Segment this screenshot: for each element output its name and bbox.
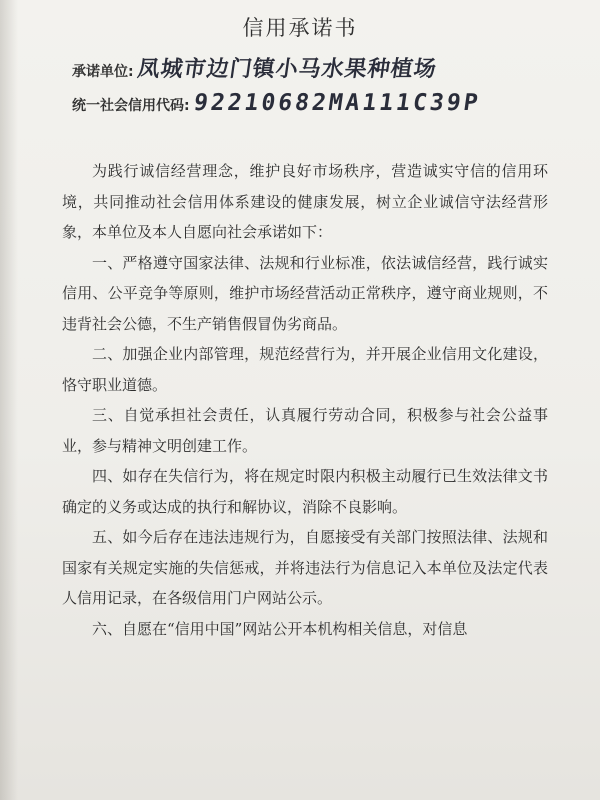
unit-handwritten: 凤城市边门镇小马水果种植场 <box>136 57 439 82</box>
clause-1: 一、严格遵守国家法律、法规和行业标准，依法诚信经营，践行诚实信用、公平竞争等原则，维护市场经营活动正常秩序，遵守商业规则，不违背社会公德，不生产销售假冒伪劣商品。 <box>62 253 548 333</box>
page-shadow <box>0 0 18 800</box>
code-row <box>72 90 481 116</box>
clause-2: 二、加强企业内部管理，规范经营行为，并开展企业信用文化建设，恪守职业道德。 <box>62 345 548 394</box>
clause-6: 六、自愿在“信用中国”网站公开本机构相关信息，对信息 <box>92 619 468 638</box>
commitment-body <box>62 156 548 644</box>
clause-4: 四、如存在失信行为，将在规定时限内积极主动履行已生效法律文书确定的义务或达成的执行和解协议，消除不良影响。 <box>62 467 548 516</box>
unit-row <box>72 52 438 83</box>
document-title: 信用承诺书 <box>242 16 358 40</box>
intro-paragraph: 为践行诚信经营理念，维护良好市场秩序，营造诚实守信的信用环境，共同推动社会信用体系建设的健康发展，树立企业诚信守法经营形象，本单位及本人自愿向社会承诺如下： <box>62 162 548 241</box>
code-label: 统一社会信用代码: <box>72 98 190 114</box>
unit-label: 承诺单位: <box>72 64 134 80</box>
code-handwritten: 92210682MA111C39P <box>192 90 483 116</box>
clause-3: 三、自觉承担社会责任，认真履行劳动合同，积极参与社会公益事业，参与精神文明创建工作。 <box>62 406 548 455</box>
clause-5: 五、如今后存在违法违规行为，自愿接受有关部门按照法律、法规和国家有关规定实施的失信惩戒，并将违法行为信息记入本单位及法定代表人信用记录，在各级信用门户网站公示。 <box>62 528 548 607</box>
